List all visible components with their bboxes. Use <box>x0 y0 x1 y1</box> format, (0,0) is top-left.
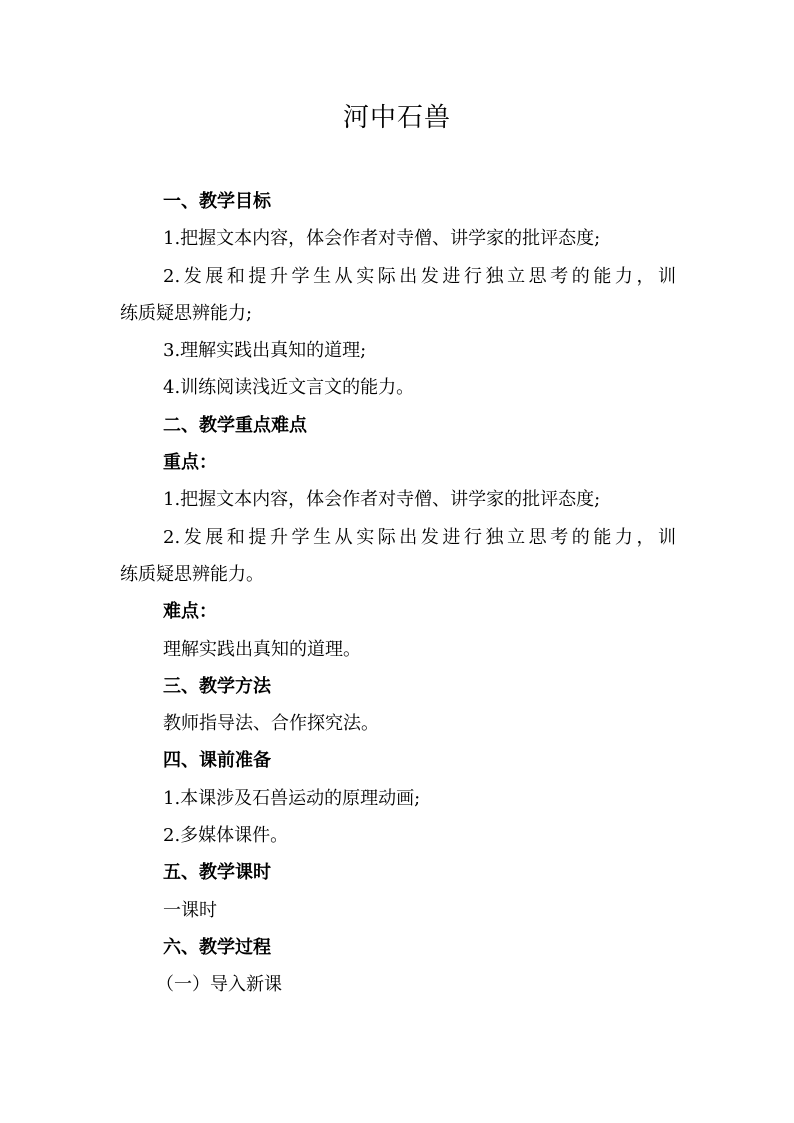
section-heading-teaching-methods: 三、教学方法 <box>163 675 271 697</box>
section-heading-key-difficult-points: 二、教学重点难点 <box>163 414 307 436</box>
goal-item-4: 4.训练阅读浅近文言文的能力。 <box>163 377 415 399</box>
section-heading-teaching-process: 六、教学过程 <box>163 936 271 958</box>
section-heading-class-hours: 五、教学课时 <box>163 862 271 884</box>
preparation-item-2: 2.多媒体课件。 <box>163 825 289 847</box>
section-heading-teaching-goals: 一、教学目标 <box>163 191 271 212</box>
key-point-item-1: 1.把握文本内容，体会作者对寺僧、讲学家的批评态度; <box>163 489 601 511</box>
difficulty-item-1: 理解实践出真知的道理。 <box>163 638 361 660</box>
section-heading-preparation: 四、课前准备 <box>163 750 271 772</box>
goal-item-2: 2.发展和提升学生从实际出发进行独立思考的能力，训 <box>163 265 676 287</box>
teaching-methods-text: 教师指导法、合作探究法。 <box>163 713 379 735</box>
goal-item-3: 3.理解实践出真知的道理; <box>163 340 367 362</box>
goal-item-2-continued: 练质疑思辨能力; <box>120 302 253 324</box>
key-points-label: 重点： <box>163 452 217 474</box>
key-point-item-2-continued: 练质疑思辨能力。 <box>120 563 264 585</box>
document-title: 河中石兽 <box>342 103 451 133</box>
difficulty-label: 难点： <box>163 601 217 623</box>
process-subheading-intro: （一）导入新课 <box>156 974 282 996</box>
class-hours-text: 一课时 <box>163 899 217 921</box>
preparation-item-1: 1.本课涉及石兽运动的原理动画; <box>163 787 421 809</box>
key-point-item-2: 2.发展和提升学生从实际出发进行独立思考的能力，训 <box>163 526 676 548</box>
document-body <box>120 183 676 1004</box>
goal-item-1: 1.把握文本内容，体会作者对寺僧、讲学家的批评态度; <box>163 228 601 250</box>
